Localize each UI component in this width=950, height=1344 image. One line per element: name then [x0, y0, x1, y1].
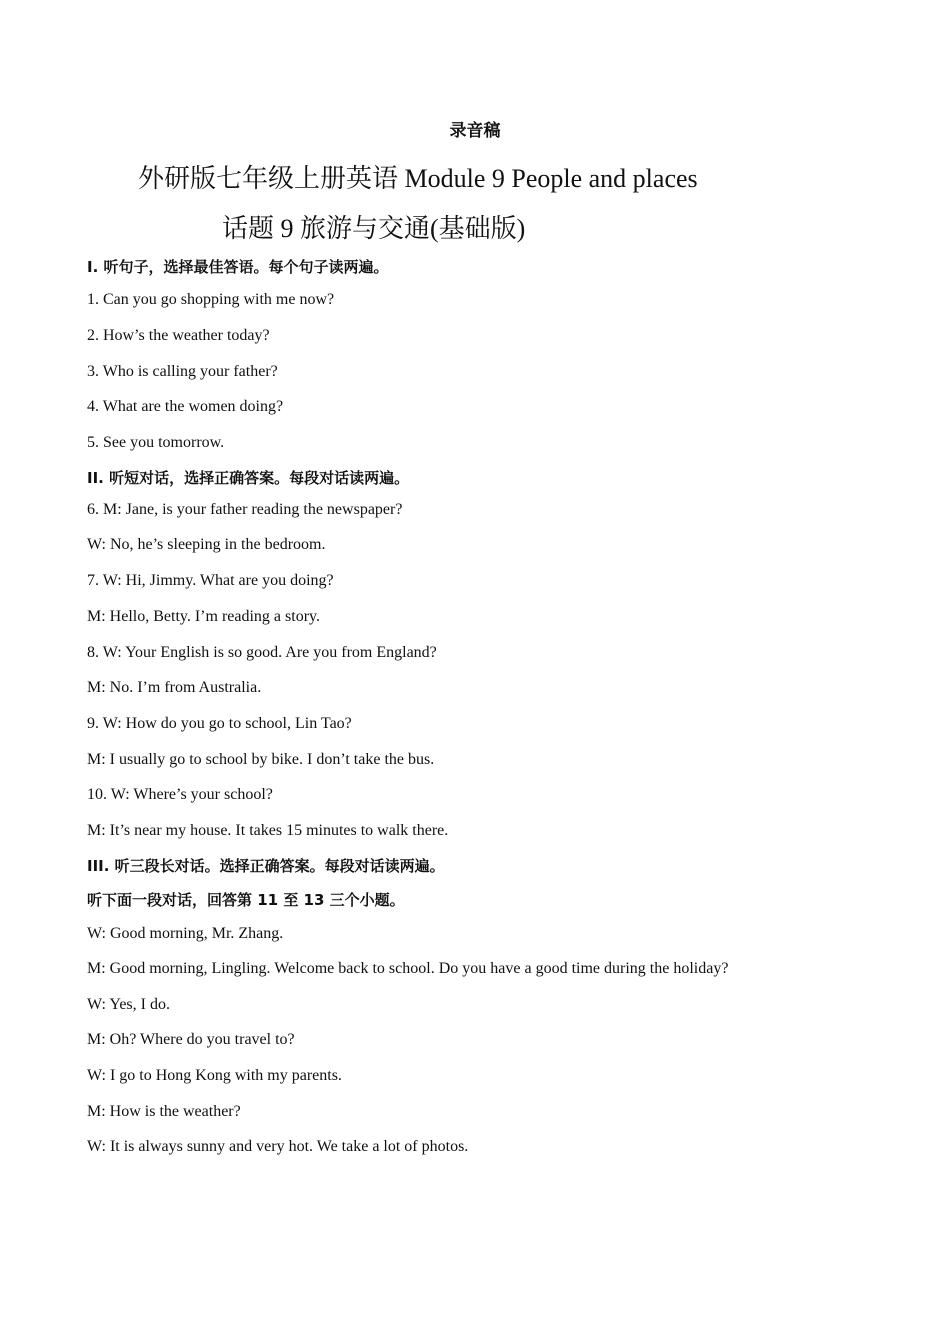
dialogue-line: 6. M: Jane, is your father reading the newspaper? [87, 501, 403, 518]
dialogue-line: 7. W: Hi, Jimmy. What are you doing? [87, 572, 334, 589]
title-line-2: 话题 9 旅游与交通(基础版) [222, 214, 526, 243]
sentence-4: 4. What are the women doing? [87, 398, 284, 415]
dialogue-line: W: Yes, I do. [87, 996, 170, 1013]
dialogue-line: M: Oh? Where do you travel to? [87, 1031, 295, 1048]
dialogue-line: M: Hello, Betty. I’m reading a story. [87, 608, 320, 625]
dialogue-line: M: It’s near my house. It takes 15 minutes to walk there. [87, 822, 449, 839]
dialogue-line: W: No, he’s sleeping in the bedroom. [87, 536, 326, 553]
dialogue-line: 8. W: Your English is so good. Are you from England? [87, 644, 437, 661]
sentence-5: 5. See you tomorrow. [87, 434, 225, 451]
transcript-header: 录音稿 [449, 121, 501, 141]
sentence-2: 2. How’s the weather today? [87, 327, 270, 344]
section-1-heading: Ⅰ. 听句子，选择最佳答语。每个句子读两遍。 [87, 258, 389, 276]
dialogue-line: 9. W: How do you go to school, Lin Tao? [87, 715, 352, 732]
title-line-1: 外研版七年级上册英语 Module 9 People and places [138, 164, 698, 193]
dialogue-line: M: How is the weather? [87, 1103, 241, 1120]
dialogue-line: M: Good morning, Lingling. Welcome back to school. Do you have a good time during the holiday? [87, 960, 729, 977]
dialogue-line: M: No. I’m from Australia. [87, 679, 262, 696]
dialogue-line: 10. W: Where’s your school? [87, 786, 273, 803]
dialogue-line: M: I usually go to school by bike. I don’t take the bus. [87, 751, 435, 768]
section-3-heading: III. 听三段长对话。选择正确答案。每段对话读两遍。 [87, 857, 445, 875]
sentence-1: 1. Can you go shopping with me now? [87, 291, 335, 308]
dialogue-line: W: I go to Hong Kong with my parents. [87, 1067, 342, 1084]
section-2-heading: II. 听短对话，选择正确答案。每段对话读两遍。 [87, 469, 410, 487]
dialogue-line: W: It is always sunny and very hot. We take a lot of photos. [87, 1138, 469, 1155]
sentence-3: 3. Who is calling your father? [87, 363, 278, 380]
section-3-subheading: 听下面一段对话，回答第 11 至 13 三个小题。 [87, 891, 405, 909]
dialogue-line: W: Good morning, Mr. Zhang. [87, 925, 284, 942]
